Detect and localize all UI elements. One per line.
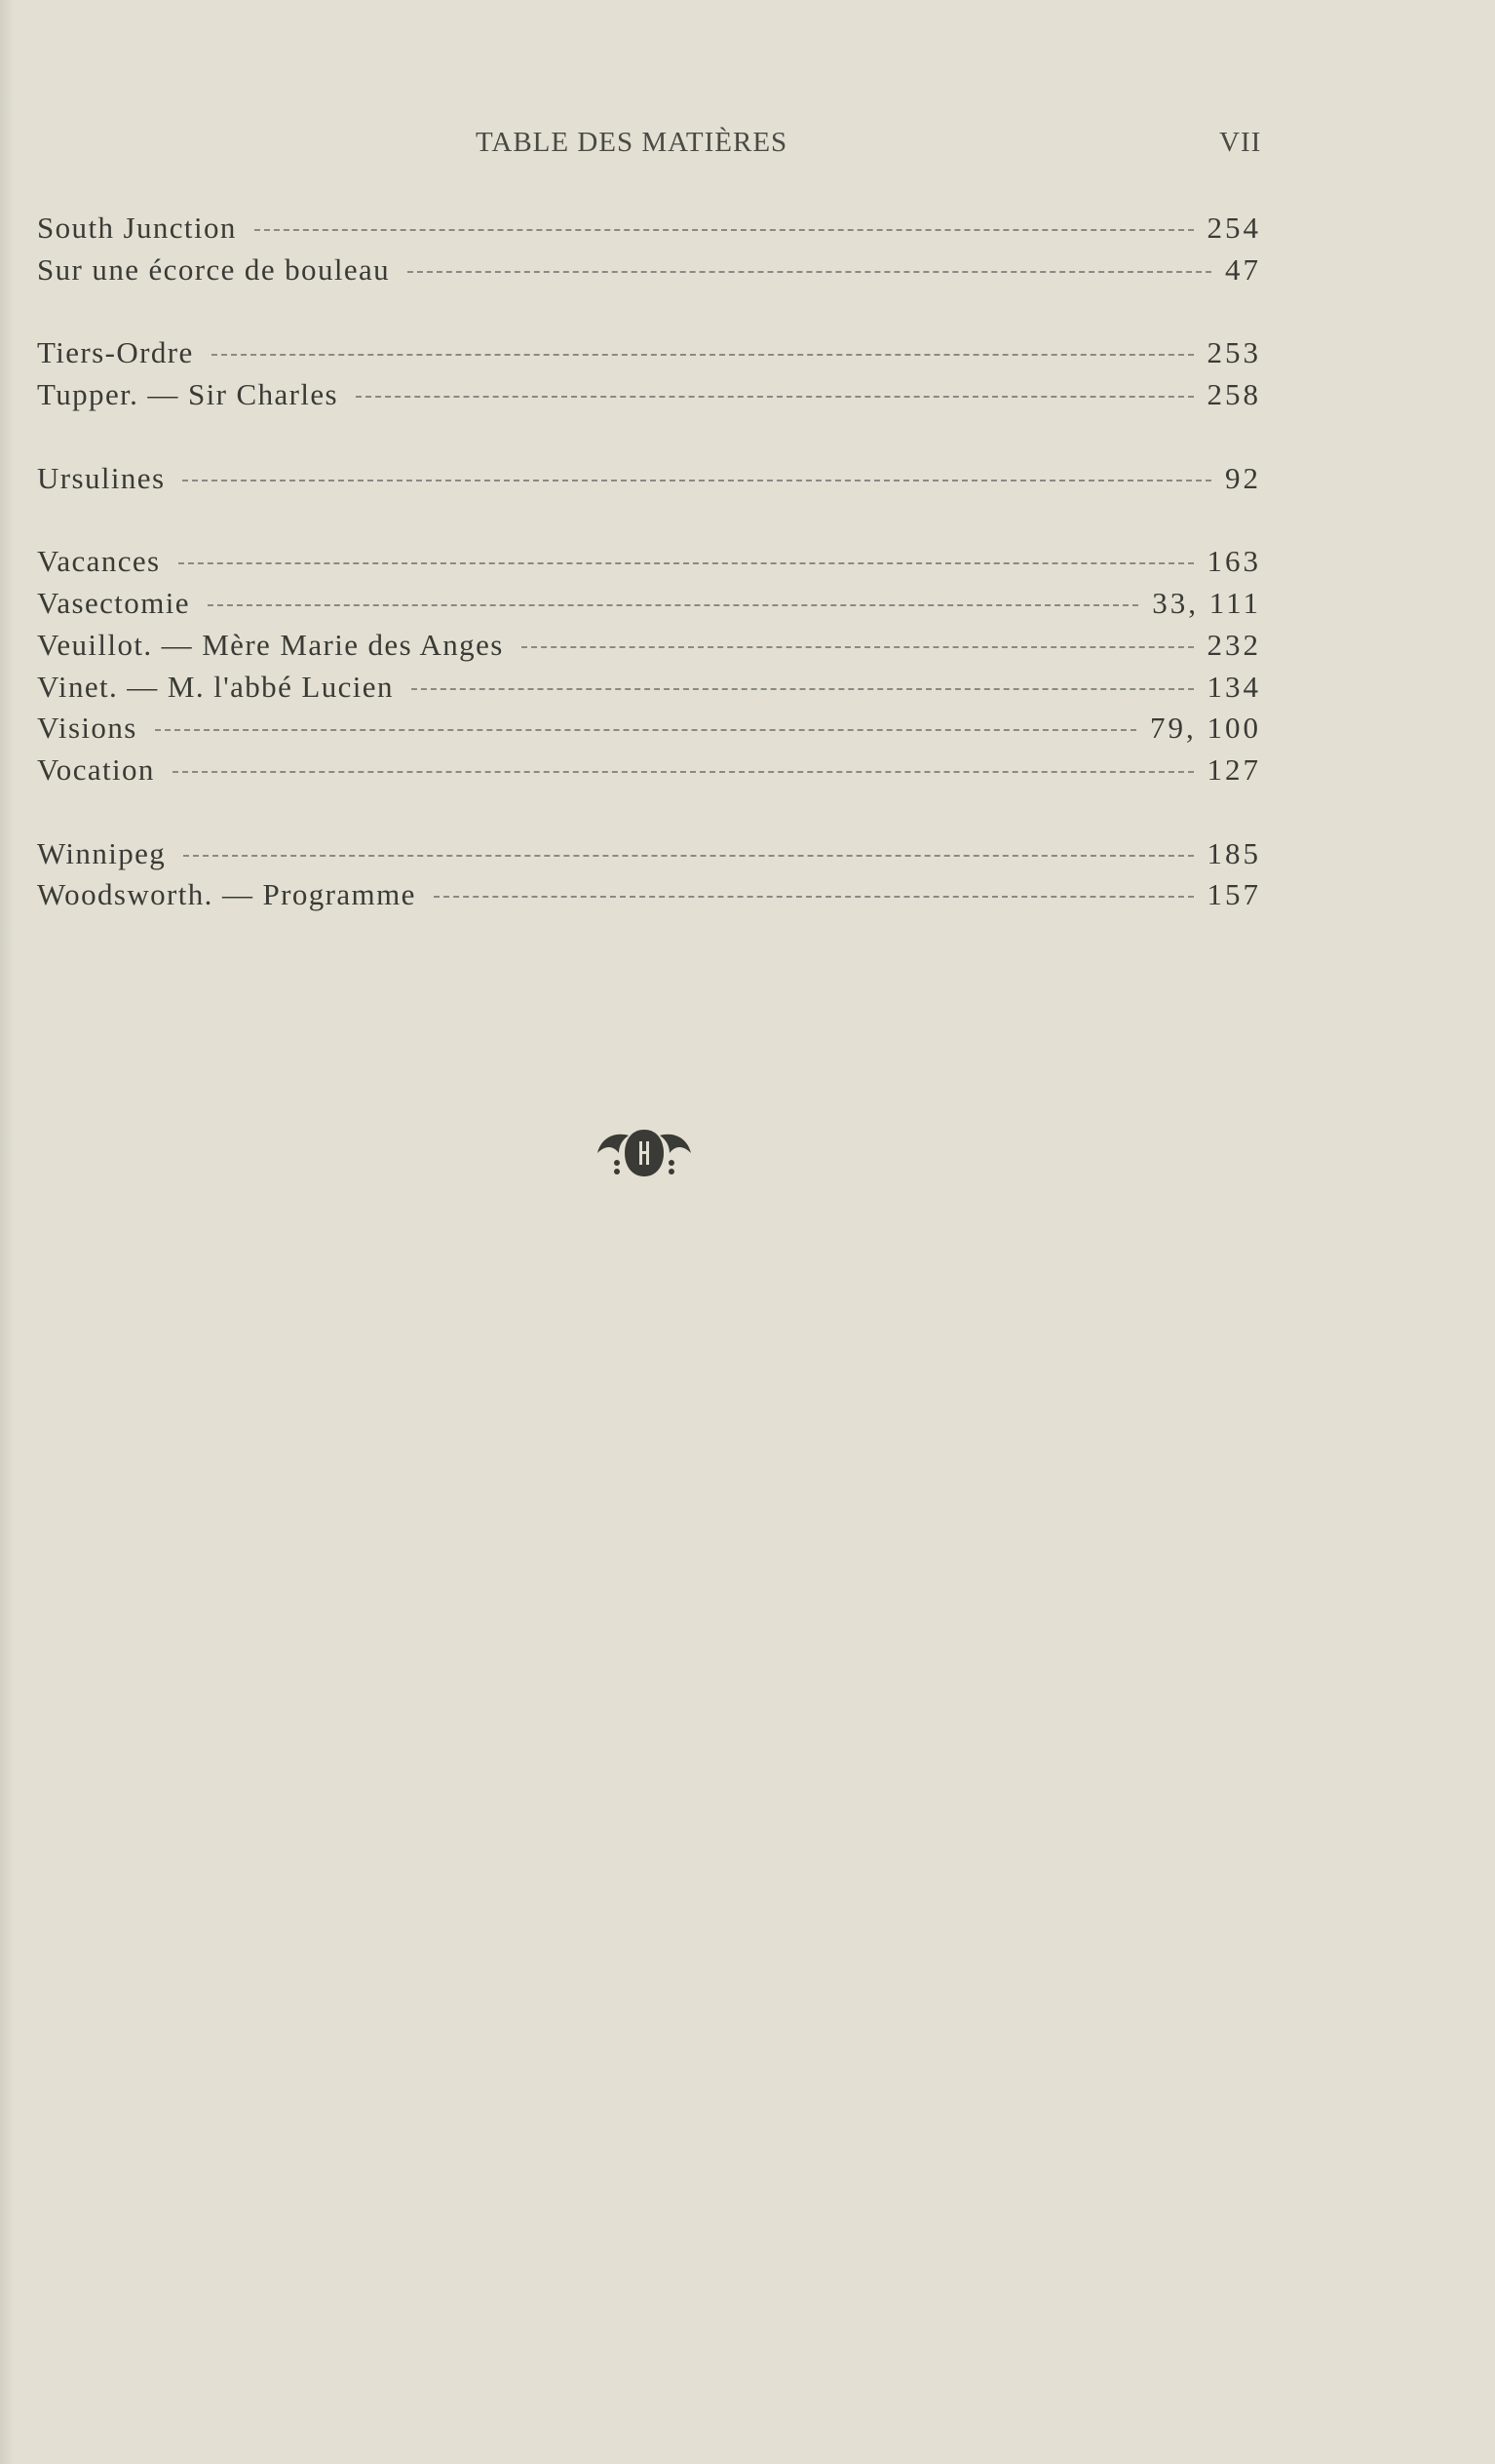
dot-leader (208, 604, 1138, 606)
dot-leader (411, 688, 1194, 690)
entry-label: Tupper. — Sir Charles (37, 377, 338, 412)
entry-page: 163 (1207, 544, 1261, 579)
dot-leader (407, 271, 1211, 273)
entry-page: 33, 111 (1152, 586, 1261, 621)
entry-page: 47 (1225, 251, 1261, 287)
entry-label: Woodsworth. — Programme (37, 877, 416, 912)
page-number: VII (1219, 127, 1262, 158)
entry-label: South Junction (37, 211, 237, 245)
entry-page: 232 (1207, 627, 1261, 662)
index-entry (37, 670, 1261, 712)
entry-page: 254 (1207, 211, 1261, 245)
index-entry (37, 211, 1261, 252)
running-header (0, 127, 1495, 166)
index-entry (37, 752, 1261, 794)
index-entry (37, 628, 1261, 670)
index-entry (37, 544, 1261, 586)
index-list (37, 211, 1261, 919)
entry-label: Visions (37, 711, 137, 746)
dot-leader (178, 562, 1194, 564)
index-entry (37, 252, 1261, 294)
index-entry (37, 377, 1261, 419)
dot-leader (172, 771, 1194, 773)
dot-leader (254, 229, 1194, 231)
entry-label: Winnipeg (37, 835, 167, 870)
dot-leader (521, 646, 1194, 648)
entry-page: 134 (1207, 669, 1261, 704)
dot-leader (182, 480, 1211, 481)
entry-label: Vocation (37, 751, 155, 787)
entry-label: Vinet. — M. l'abbé Lucien (37, 669, 394, 704)
entry-page: 79, 100 (1150, 711, 1261, 746)
entry-label: Tiers-Ordre (37, 335, 194, 370)
printers-ornament-icon (594, 1124, 695, 1180)
index-entry (37, 836, 1261, 878)
entry-page: 157 (1207, 877, 1261, 912)
entry-label: Vacances (37, 544, 161, 579)
dot-leader (356, 396, 1194, 398)
entry-label: Sur une écorce de bouleau (37, 251, 391, 287)
dot-leader (434, 896, 1194, 898)
entry-page: 185 (1207, 835, 1261, 870)
entry-page: 92 (1225, 460, 1261, 495)
page-title: TABLE DES MATIÈRES (476, 127, 788, 158)
index-entry (37, 877, 1261, 919)
dot-leader (211, 354, 1194, 356)
page-edge-shadow (0, 0, 14, 2464)
index-entry (37, 335, 1261, 377)
dot-leader (155, 729, 1136, 731)
entry-label: Ursulines (37, 460, 166, 495)
entry-page: 258 (1207, 377, 1261, 412)
entry-page: 127 (1207, 751, 1261, 787)
entry-label: Vasectomie (37, 586, 190, 621)
entry-label: Veuillot. — Mère Marie des Anges (37, 627, 504, 662)
index-entry (37, 711, 1261, 752)
index-entry (37, 586, 1261, 628)
dot-leader (183, 855, 1193, 857)
entry-page: 253 (1207, 335, 1261, 370)
index-entry (37, 461, 1261, 503)
